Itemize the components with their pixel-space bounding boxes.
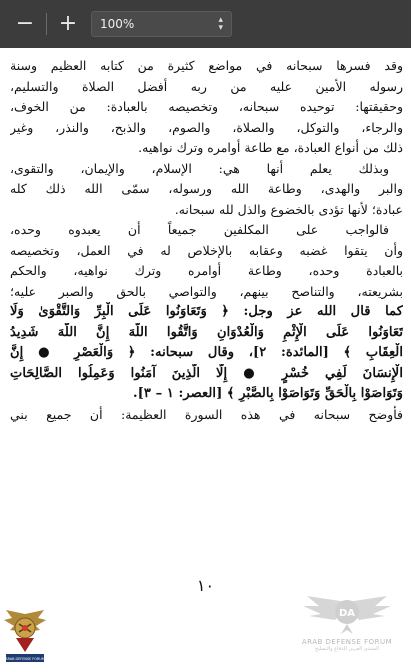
pdf-toolbar <box>0 0 411 48</box>
text-line: وأن يتقوا غضبه وعقابه بالإخلاص له في العمل، وتخصيصه <box>10 242 403 258</box>
forum-emblem-icon <box>2 606 48 664</box>
text-line: فأوضح سبحانه في هذه السورة العظيمة: أن جميع بني <box>10 406 403 422</box>
text-line: والرجاء، والتوكل، والصلاة، والصوم، والذبح، والنذر، وغير <box>10 119 403 135</box>
text-line: ذلك من أنواع العبادة، مع طاعة أوامره وترك نواهيه. <box>138 140 403 155</box>
text-line: بشريعته، والتناصح بينهم، والتواصي بالحق والصبر عليه؛ <box>10 283 403 299</box>
text-line: وحقيقتها: توحيده سبحانه، وتخصيصه بالعبادة: من الخوف، <box>10 99 403 114</box>
forum-watermark <box>287 592 407 664</box>
zoom-level-value: 100% <box>100 17 135 31</box>
quran-verse-line: وَتَوَاصَوْا بِالْحَقِّ وَتَوَاصَوْا بِالصَّبْرِ ﴾ [العصر: ١ – ٣]. <box>133 386 403 401</box>
quran-verse-line: الْعِقَابِ ﴾ [المائدة: ٢]، وقال سبحانه: ﴿ وَالْعَصْرِ ● إِنَّ <box>10 345 403 360</box>
text-line: عبادة؛ لأنها تؤدى بالخضوع والذل لله سبحانه. <box>174 201 403 217</box>
page-number: ١٠ <box>196 576 215 595</box>
text-line: وبذلك يعلم أنها هي: الإسلام، والإيمان، والتقوى، <box>10 160 389 176</box>
text-line: فالواجب على المكلفين جميعاً أن يعبدوه وحده، <box>10 222 389 237</box>
quran-verse-line: كما قال الله عز وجل: ﴿ وَتَعَاوَنُوا عَلَى الْبِرِّ وَالتَّقْوَىٰ وَلَا <box>10 304 403 319</box>
quran-verse-line: تَعَاوَنُوا عَلَى الْإِثْمِ وَالْعُدْوَانِ وَاتَّقُوا اللَّهَ إِنَّ اللَّهَ شَدِيدُ <box>10 324 403 340</box>
zoom-out-button[interactable]: − <box>15 11 35 36</box>
toolbar-divider <box>46 13 47 35</box>
text-line: والبر والهدى، وطاعة الله ورسوله، سمّى الله ذلك كله <box>10 181 403 196</box>
winged-badge-icon <box>301 592 393 636</box>
text-line: وقد فسرها سبحانه في مواضع كثيرة من كتابه العظيم وسنة <box>10 58 403 73</box>
text-line: بالعبادة وحده، وطاعة أوامره وترك نواهيه، والحكم <box>10 263 403 278</box>
svg-text:ARAB DEFENSE FORUM: ARAB DEFENSE FORUM <box>5 657 45 661</box>
badge-text: DA <box>338 608 356 619</box>
watermark-title: ARAB DEFENSE FORUM <box>301 638 393 646</box>
updown-caret-icon: ▴ ▾ <box>218 15 223 33</box>
watermark-subtitle: المنتدى العربي للدفاع والتسليح <box>314 646 380 652</box>
zoom-level-select[interactable] <box>91 11 232 37</box>
text-line: رسوله الأمين عليه من ربه أفضل الصلاة والتسليم، <box>10 78 403 94</box>
quran-verse-line: الْإِنسَانَ لَفِي خُسْرٍ ● إِلَّا الَّذِينَ آمَنُوا وَعَمِلُوا الصَّالِحَاتِ <box>10 365 403 381</box>
zoom-in-button[interactable]: + <box>58 11 78 36</box>
document-page <box>10 56 403 425</box>
